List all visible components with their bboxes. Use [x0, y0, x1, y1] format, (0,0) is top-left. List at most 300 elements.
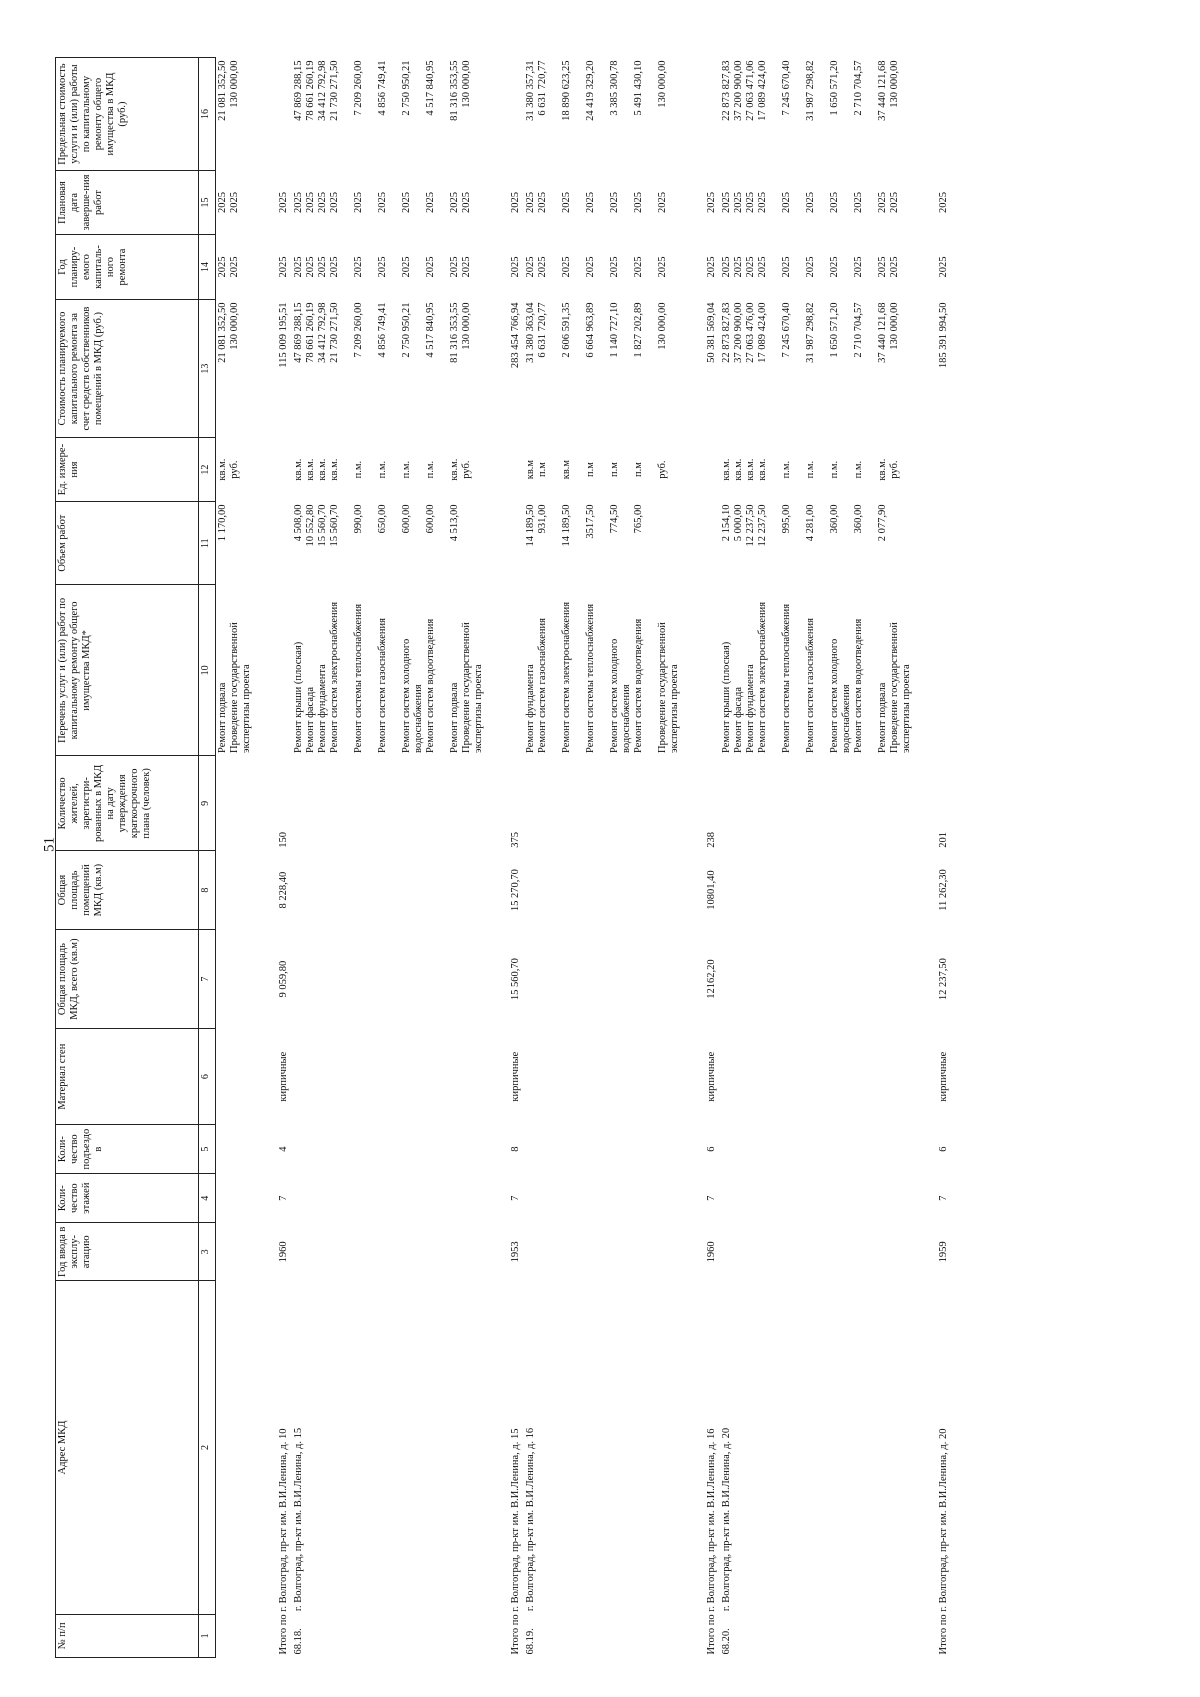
- house1-limit-line: 78 661 260,19: [305, 60, 316, 121]
- house3-volume-line: [889, 505, 925, 582]
- column-number-7: 7: [199, 929, 216, 1028]
- house1-limit-line: 4 517 840,95: [425, 60, 436, 116]
- work-item: Ремонт системы теплоснабжения: [781, 603, 792, 753]
- house3-unit-line: п.м.: [853, 460, 864, 479]
- work-item: Ремонт систем электроснабжения: [329, 601, 340, 753]
- table-body: [216, 58, 953, 1658]
- house2-empty: [524, 756, 694, 851]
- total1-area_rooms: 8 228,40: [278, 871, 289, 909]
- house2-cost-line: 1 140 727,10: [609, 302, 620, 358]
- house3-unit-line: п.м.: [781, 460, 792, 479]
- carry-volume: [216, 502, 267, 585]
- house3-end-line: 2025: [805, 192, 816, 214]
- column-number-13: 13: [199, 300, 216, 438]
- column-number-6: 6: [199, 1029, 216, 1125]
- house1-cost-line: 78 661 260,19: [305, 302, 316, 363]
- total1-end: 2025: [278, 192, 289, 214]
- house3-cost-line: 31 987 298,82: [805, 302, 816, 363]
- column-header-5: Коли-чество подъездо в: [56, 1125, 199, 1174]
- work-item: Ремонт крыши (плоская): [293, 641, 304, 753]
- column-header-4: Коли-чество этажей: [56, 1174, 199, 1223]
- house3-year-line: 2025: [733, 256, 744, 278]
- carry-end-line: 2025: [229, 192, 240, 214]
- house2-year-line: 2025: [633, 256, 644, 278]
- house3-cost-line: 2 710 704,57: [853, 302, 864, 358]
- house1-volume-line: 10 552,80: [305, 504, 316, 547]
- house2-cost: [524, 300, 694, 438]
- column-header-6: Материал стен: [56, 1029, 199, 1125]
- house1-end-line: 2025: [461, 192, 472, 214]
- house1-volume-line: 600,00: [425, 504, 436, 534]
- house3-end-line: 2025: [745, 192, 756, 214]
- house2-unit-line: п.м: [585, 462, 596, 478]
- house1-cost-line: 81 316 353,55: [449, 302, 460, 363]
- house1-limit-line: 130 000,00: [461, 60, 472, 108]
- work-item: Ремонт систем электроснабжения: [561, 601, 572, 753]
- house1-empty: [292, 1223, 498, 1281]
- work-item: Проведение государственной экспертизы проекта: [229, 622, 252, 753]
- total3-area_total: 12162,20: [706, 959, 717, 999]
- house1-unit-line: кв.м.: [293, 458, 304, 481]
- house2-volume: [524, 502, 694, 585]
- column-number-14: 14: [199, 235, 216, 300]
- work-item: Ремонт систем газоснабжения: [537, 618, 548, 753]
- total-row: [266, 58, 292, 1658]
- column-header-12: Ед. измере-ния: [56, 438, 199, 502]
- house3-cost-line: 37 440 121,68: [877, 302, 888, 363]
- house3-unit-line: кв.м.: [877, 458, 888, 481]
- house1-end-line: 2025: [329, 192, 340, 214]
- house3-year-line: 2025: [757, 256, 768, 278]
- house1-unit-line: п.м.: [353, 460, 364, 479]
- work-item: Проведение государственной экспертизы проекта: [889, 622, 912, 753]
- house1-year-line: 2025: [353, 256, 364, 278]
- carry-cost-line: 130 000,00: [229, 302, 240, 350]
- house3-volume-line: 360,00: [853, 504, 864, 534]
- work-item: Проведение государственной экспертизы проекта: [461, 622, 484, 753]
- house1-cost: [292, 300, 498, 438]
- house1-year-line: 2025: [329, 256, 340, 278]
- house3-year-line: 2025: [745, 256, 756, 278]
- total3-year: 1960: [706, 1241, 717, 1263]
- house2-unit-line: кв.м: [561, 459, 572, 480]
- page-number: 51: [41, 837, 58, 852]
- house2-end-line: 2025: [585, 192, 596, 214]
- house2-end-line: 2025: [537, 192, 548, 214]
- total4-plan-year: 2025: [938, 256, 949, 278]
- column-number-15: 15: [199, 171, 216, 235]
- total3-material: кирпичные: [706, 1051, 717, 1102]
- total1-area_total: 9 059,80: [278, 960, 289, 998]
- house2-unit-line: п.м: [537, 462, 548, 478]
- house2-empty: [524, 1125, 694, 1174]
- house2-limit-line: 18 890 623,25: [561, 60, 572, 121]
- carry-volume-line: 1 170,00: [217, 504, 228, 542]
- house2-limit-line: 3 385 300,78: [609, 60, 620, 116]
- house3-limit-line: 1 650 571,20: [829, 60, 840, 116]
- house2-limit-line: 6 631 720,77: [537, 60, 548, 116]
- house1-unit: [292, 438, 498, 502]
- total3-entrances: 6: [706, 1146, 717, 1152]
- house1-end-line: 2025: [425, 192, 436, 214]
- total1-volume: [266, 502, 292, 585]
- house3-year-line: 2025: [889, 256, 900, 278]
- house1-end-line: 2025: [449, 192, 460, 214]
- house3-unit-line: кв.м.: [733, 458, 744, 481]
- house2-unit-line: п.м: [633, 462, 644, 478]
- total2-area_total: 15 560,70: [510, 958, 521, 1001]
- house3-end-line: 2025: [721, 192, 732, 214]
- house-row: [720, 58, 926, 1658]
- column-header-1: № п/п: [56, 1614, 199, 1657]
- column-number-5: 5: [199, 1125, 216, 1174]
- house1-volume-line: 990,00: [353, 504, 364, 534]
- house2-empty: [524, 1223, 694, 1281]
- house3-limit-line: 22 873 827,83: [721, 60, 732, 121]
- house2-works: [524, 585, 694, 756]
- house1-limit-line: 2 750 950,21: [401, 60, 412, 116]
- house1-address: г. Волгоград, пр-кт им. В.И.Ленина, д. 15: [293, 1427, 304, 1612]
- column-header-9: Количество жителей, зарегистри-рованных в МКД на дату утверждения краткосрочного плана (человек): [56, 756, 199, 851]
- work-item: Ремонт систем электроснабжения: [757, 601, 768, 753]
- house3-volume-line: 2 154,10: [721, 504, 732, 542]
- house3-address: г. Волгоград, пр-кт им. В.И.Ленина, д. 20: [721, 1427, 732, 1612]
- house2-limit-line: 5 491 430,10: [633, 60, 644, 116]
- house3-unit-line: п.м.: [805, 460, 816, 479]
- house1-cost-line: 7 209 260,00: [353, 302, 364, 358]
- total2-cost: 283 454 766,94: [510, 302, 521, 369]
- carry-unit-line: кв.м.: [217, 458, 228, 481]
- house2-year-line: 2025: [609, 256, 620, 278]
- total1-year: 1960: [278, 1241, 289, 1263]
- house1-volume-line: 4 513,00: [449, 504, 460, 542]
- house2-cost-line: 31 380 363,04: [525, 302, 536, 363]
- carry-empty: [216, 851, 267, 930]
- house2-limit: [524, 58, 694, 171]
- house2-unit: [524, 438, 694, 502]
- total1-residents: 150: [278, 831, 289, 848]
- house3-cost-line: 17 089 424,00: [757, 302, 768, 363]
- house1-unit-line: кв.м.: [305, 458, 316, 481]
- house1-cost-line: 4 856 749,41: [377, 302, 388, 358]
- house1-cost-line: 130 000,00: [461, 302, 472, 350]
- house2-year-line: 2025: [585, 256, 596, 278]
- house2-unit-line: руб.: [657, 460, 668, 479]
- house1-cost-line: 34 412 792,98: [317, 302, 328, 363]
- carry-empty: [216, 929, 267, 1028]
- house2-year-line: 2025: [561, 256, 572, 278]
- column-number-row: [199, 58, 216, 1658]
- carry-works: [216, 585, 267, 756]
- total3-area_rooms: 10801,40: [706, 870, 717, 910]
- house3-limit-line: 17 089 424,00: [757, 60, 768, 121]
- repair-plan-table: [55, 57, 952, 1658]
- house3-limit-line: 27 063 471,06: [745, 60, 756, 121]
- house1-limit-line: 81 316 353,55: [449, 60, 460, 121]
- carry-year: [216, 235, 267, 300]
- house1-year-line: 2025: [293, 256, 304, 278]
- house1-unit-line: кв.м.: [317, 458, 328, 481]
- house1-limit-line: 47 869 288,15: [293, 60, 304, 121]
- carry-year-line: 2025: [217, 256, 228, 278]
- house3-unit-line: кв.м.: [757, 458, 768, 481]
- house1-unit-line: п.м.: [377, 460, 388, 479]
- total4-residents: 201: [938, 831, 949, 848]
- total4-material: кирпичные: [938, 1051, 949, 1102]
- column-header-2: Адрес МКД: [56, 1281, 199, 1614]
- house2-cost-line: 6 664 963,89: [585, 302, 596, 358]
- carry-unit: [216, 438, 267, 502]
- house1-empty: [292, 1125, 498, 1174]
- total4-cost: 185 391 994,50: [938, 302, 949, 369]
- total3-works: [694, 585, 720, 756]
- column-number-1: 1: [199, 1614, 216, 1657]
- house1-year-line: 2025: [449, 256, 460, 278]
- carry-cost: [216, 300, 267, 438]
- house2-year-line: 2025: [537, 256, 548, 278]
- house2-limit-line: 31 380 357,31: [525, 60, 536, 121]
- column-header-8: Общая площадь помещений МКД (кв.м): [56, 851, 199, 930]
- total3-end: 2025: [706, 192, 717, 214]
- work-item: Ремонт систем холодного водоснабжения: [829, 638, 852, 753]
- total1-cost: 115 009 195,51: [278, 302, 289, 368]
- house1-cost-line: 2 750 950,21: [401, 302, 412, 358]
- house3-year-line: 2025: [877, 256, 888, 278]
- house3-end: [720, 171, 926, 235]
- house1-volume-line: [461, 505, 497, 582]
- carry-volume-line: [229, 505, 265, 582]
- house-row: [524, 58, 694, 1658]
- house-row: [292, 58, 498, 1658]
- column-header-10: Перечень услуг и (или) работ по капитальному ремонту общего имущества МКД*: [56, 585, 199, 756]
- carry-cost-line: 21 081 352,50: [217, 302, 228, 363]
- house3-cost-line: 7 245 670,40: [781, 302, 792, 358]
- work-item: Ремонт системы теплоснабжения: [353, 603, 364, 753]
- house3-empty: [720, 756, 926, 851]
- house3-year-line: 2025: [829, 256, 840, 278]
- house3-volume: [720, 502, 926, 585]
- house3-limit-line: 2 710 704,57: [853, 60, 864, 116]
- total-row: [498, 58, 524, 1658]
- house2-end-line: 2025: [561, 192, 572, 214]
- carry-address: [216, 1281, 267, 1614]
- header-row: [56, 58, 199, 1658]
- house3-volume-line: 12 237,50: [745, 504, 756, 547]
- work-item: Проведение государственной экспертизы проекта: [657, 622, 680, 753]
- house1-num: 68.18.: [293, 1628, 304, 1655]
- house3-cost-line: 27 063 476,00: [745, 302, 756, 363]
- total1-entrances: 4: [278, 1146, 289, 1152]
- carry-limit-line: 21 081 352,50: [217, 60, 228, 121]
- work-item: Ремонт фасада: [733, 686, 744, 753]
- work-item: Ремонт фасада: [305, 686, 316, 753]
- house1-volume-line: 600,00: [401, 504, 412, 534]
- column-header-3: Год ввода в эксплу-атацию: [56, 1223, 199, 1281]
- house3-limit: [720, 58, 926, 171]
- total4-entrances: 6: [938, 1146, 949, 1152]
- carry-limit-line: 130 000,00: [229, 60, 240, 108]
- house3-limit-line: 130 000,00: [889, 60, 900, 108]
- total4-works: [926, 585, 952, 756]
- total4-unit: [926, 438, 952, 502]
- work-item: Ремонт системы теплоснабжения: [585, 603, 596, 753]
- house1-year-line: 2025: [305, 256, 316, 278]
- total2-plan-year: 2025: [510, 256, 521, 278]
- house1-limit-line: 4 856 749,41: [377, 60, 388, 116]
- column-header-11: Объем работ: [56, 502, 199, 585]
- house-row: [216, 58, 267, 1658]
- house1-unit-line: п.м.: [425, 460, 436, 479]
- house2-cost-line: 6 631 720,77: [537, 302, 548, 358]
- total3-plan-year: 2025: [706, 256, 717, 278]
- work-item: Ремонт подвала: [877, 682, 888, 753]
- house3-cost: [720, 300, 926, 438]
- house3-limit-line: 37 440 121,68: [877, 60, 888, 121]
- house1-end: [292, 171, 498, 235]
- house2-address: г. Волгоград, пр-кт им. В.И.Ленина, д. 16: [525, 1427, 536, 1612]
- total1-works: [266, 585, 292, 756]
- total3-residents: 238: [706, 831, 717, 848]
- work-item: Ремонт систем холодного водоснабжения: [401, 638, 424, 753]
- house3-year-line: 2025: [781, 256, 792, 278]
- house3-year-line: 2025: [721, 256, 732, 278]
- total4-end: 2025: [938, 192, 949, 214]
- house1-volume-line: 4 508,00: [293, 504, 304, 542]
- total2-works: [498, 585, 524, 756]
- house3-year-line: 2025: [805, 256, 816, 278]
- house3-limit-line: 37 200 900,00: [733, 60, 744, 121]
- total2-volume: [498, 502, 524, 585]
- house3-end-line: 2025: [877, 192, 888, 214]
- column-header-13: Стоимость планируемого капитального ремонта за счет средств собственников помещений в МКД (руб.): [56, 300, 199, 438]
- house2-year-line: 2025: [657, 256, 668, 278]
- house3-end-line: 2025: [853, 192, 864, 214]
- house1-end-line: 2025: [377, 192, 388, 214]
- house3-volume-line: 4 281,00: [805, 504, 816, 542]
- house1-limit-line: 34 412 792,98: [317, 60, 328, 121]
- house2-end: [524, 171, 694, 235]
- work-item: Ремонт систем водоотведения: [425, 618, 436, 753]
- house1-year-line: 2025: [377, 256, 388, 278]
- total4-area_total: 12 237,50: [938, 958, 949, 1001]
- total3-cost: 50 381 569,04: [706, 302, 717, 363]
- carry-empty: [216, 1174, 267, 1223]
- house1-end-line: 2025: [317, 192, 328, 214]
- total1-address: Итого по г. Волгоград, пр-кт им. В.И.Ленина, д. 10: [278, 1428, 289, 1655]
- carry-unit-line: руб.: [229, 460, 240, 479]
- house3-cost-line: 22 873 827,83: [721, 302, 732, 363]
- house1-volume: [292, 502, 498, 585]
- total2-material: кирпичные: [510, 1051, 521, 1102]
- house2-end-line: 2025: [633, 192, 644, 214]
- house3-works: [720, 585, 926, 756]
- house2-year-line: 2025: [525, 256, 536, 278]
- house1-year-line: 2025: [317, 256, 328, 278]
- work-item: Ремонт фундамента: [745, 664, 756, 753]
- house3-volume-line: 995,00: [781, 504, 792, 534]
- house3-empty: [720, 929, 926, 1028]
- house2-num: 68.19.: [525, 1628, 536, 1655]
- house3-empty: [720, 1029, 926, 1125]
- house3-end-line: 2025: [889, 192, 900, 214]
- rotated-page: [55, 57, 1168, 1658]
- house1-year-line: 2025: [425, 256, 436, 278]
- house1-cost-line: 21 730 271,50: [329, 302, 340, 363]
- house3-empty: [720, 1223, 926, 1281]
- house3-unit: [720, 438, 926, 502]
- house1-year-line: 2025: [401, 256, 412, 278]
- total-row: [926, 58, 952, 1658]
- house3-cost-line: 37 200 900,00: [733, 302, 744, 363]
- carry-end: [216, 171, 267, 235]
- house1-volume-line: 15 560,70: [329, 504, 340, 547]
- house2-limit-line: 24 419 329,20: [585, 60, 596, 121]
- carry-year-line: 2025: [229, 256, 240, 278]
- column-header-15: Плановая дата заверше-ния работ: [56, 171, 199, 235]
- house1-empty: [292, 1174, 498, 1223]
- total2-residents: 375: [510, 831, 521, 848]
- total4-address: Итого по г. Волгоград, пр-кт им. В.И.Ленина, д. 20: [938, 1428, 949, 1655]
- column-number-2: 2: [199, 1281, 216, 1614]
- house3-volume-line: 2 077,90: [877, 504, 888, 542]
- total2-limit: [498, 58, 524, 171]
- house2-empty: [524, 1029, 694, 1125]
- house1-limit-line: 7 209 260,00: [353, 60, 364, 116]
- house2-volume-line: 774,50: [609, 504, 620, 534]
- total2-area_rooms: 15 270,70: [510, 869, 521, 912]
- total3-floors: 7: [706, 1195, 717, 1201]
- column-number-4: 4: [199, 1174, 216, 1223]
- house2-empty: [524, 929, 694, 1028]
- total2-address: Итого по г. Волгоград, пр-кт им. В.И.Ленина, д. 15: [510, 1428, 521, 1655]
- column-number-10: 10: [199, 585, 216, 756]
- total2-year: 1953: [510, 1241, 521, 1263]
- total3-limit: [694, 58, 720, 171]
- house3-end-line: 2025: [829, 192, 840, 214]
- house3-limit-line: 31 987 298,82: [805, 60, 816, 121]
- house3-end-line: 2025: [757, 192, 768, 214]
- total1-unit: [266, 438, 292, 502]
- total4-area_rooms: 11 262,30: [938, 869, 949, 911]
- total3-address: Итого по г. Волгоград, пр-кт им. В.И.Ленина, д. 16: [706, 1428, 717, 1655]
- total4-volume: [926, 502, 952, 585]
- house1-empty: [292, 929, 498, 1028]
- house2-volume-line: 931,00: [537, 504, 548, 534]
- house3-volume-line: 12 237,50: [757, 504, 768, 547]
- carry-empty: [216, 756, 267, 851]
- house3-empty: [720, 1125, 926, 1174]
- house3-num: 68.20.: [721, 1628, 732, 1655]
- house2-volume-line: 14 189,50: [561, 504, 572, 547]
- house1-unit-line: руб.: [461, 460, 472, 479]
- house2-volume-line: 14 189,50: [525, 504, 536, 547]
- house1-unit-line: кв.м.: [449, 458, 460, 481]
- total4-limit: [926, 58, 952, 171]
- house2-cost-line: 2 606 591,35: [561, 302, 572, 358]
- total3-volume: [694, 502, 720, 585]
- total1-floors: 7: [278, 1195, 289, 1201]
- house3-empty: [720, 851, 926, 930]
- house1-cost-line: 47 869 288,15: [293, 302, 304, 363]
- work-item: Ремонт систем газоснабжения: [377, 618, 388, 753]
- house3-end-line: 2025: [733, 192, 744, 214]
- total2-end: 2025: [510, 192, 521, 214]
- carry-empty: [216, 1223, 267, 1281]
- work-item: Ремонт подвала: [217, 682, 228, 753]
- total2-unit: [498, 438, 524, 502]
- carry-num: [216, 1614, 267, 1657]
- house3-unit-line: кв.м.: [721, 458, 732, 481]
